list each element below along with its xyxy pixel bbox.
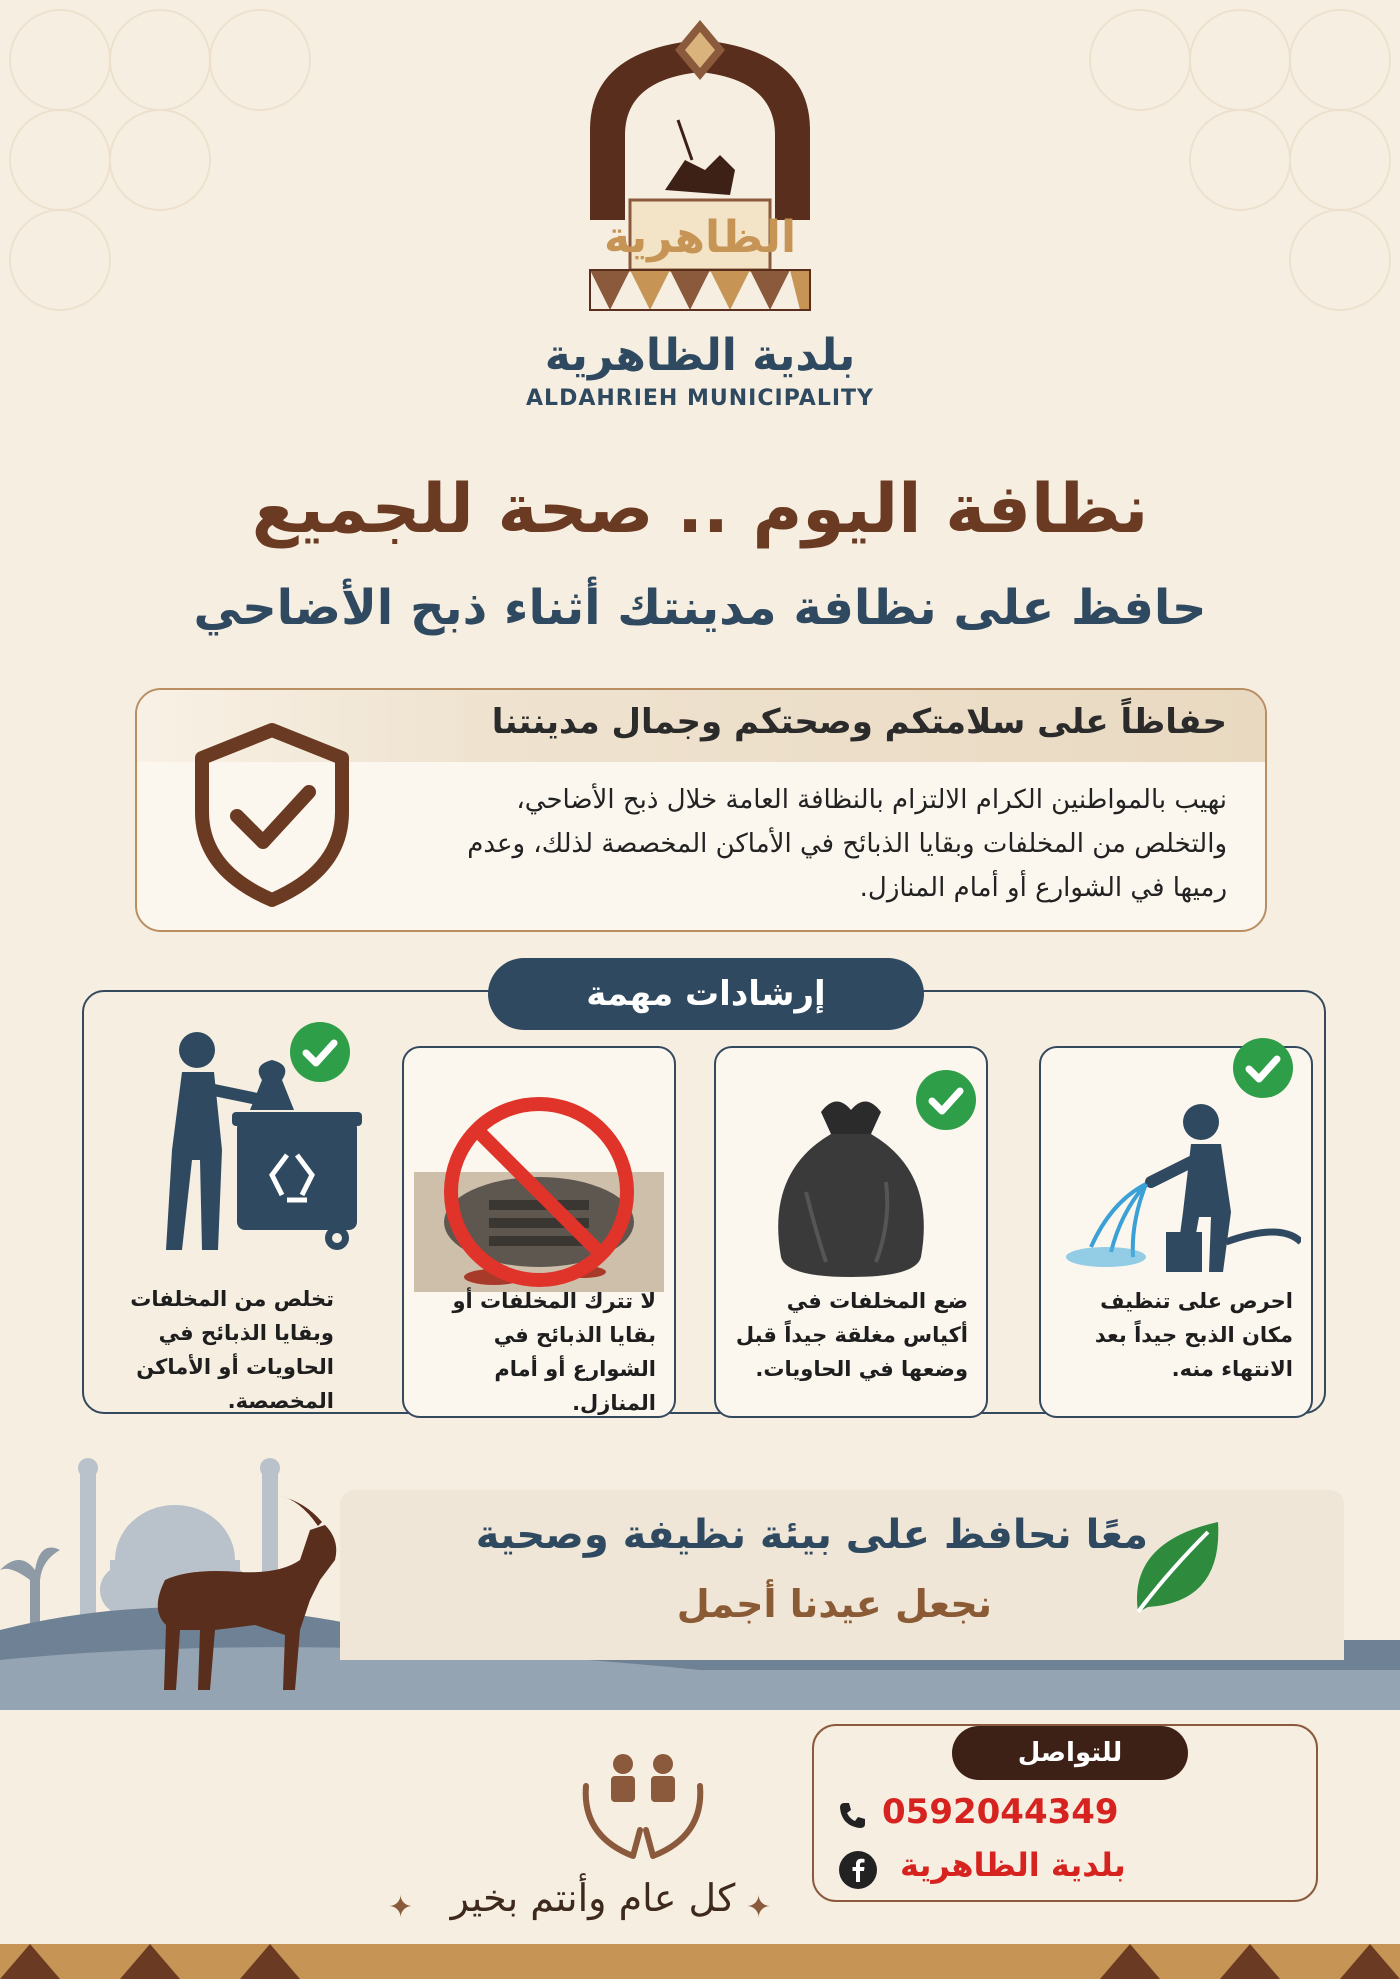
facebook-name[interactable]: بلدية الظاهرية bbox=[900, 1846, 1126, 1884]
guideline-card-sealed-bags bbox=[714, 1046, 988, 1418]
guideline-text: احرص على تنظيف مكان الذبح جيداً بعد الانتهاء منه. bbox=[1094, 1289, 1293, 1381]
guideline-card-no-street-waste bbox=[402, 1046, 676, 1418]
leaf-icon bbox=[1128, 1512, 1228, 1622]
phone-icon bbox=[838, 1800, 868, 1830]
guideline-card-dispose-bins bbox=[82, 990, 352, 1413]
sparkle-icon: ✦ bbox=[388, 1890, 414, 1925]
guideline-text: تخلص من المخلفات وبقايا الذبائح في الحاويات أو الأماكن المخصصة. bbox=[130, 1287, 334, 1413]
community-care-icon bbox=[578, 1746, 708, 1866]
guideline-text: لا تترك المخلفات أو بقايا الذبائح في الشوارع أو أمام المنازل. bbox=[452, 1289, 656, 1415]
decorative-border bbox=[0, 1944, 1400, 1979]
no-drain-icon bbox=[414, 1072, 664, 1302]
check-icon bbox=[1231, 1036, 1295, 1100]
background-pattern bbox=[0, 0, 320, 320]
banner-line1: معًا نحافظ على بيئة نظيفة وصحية bbox=[475, 1512, 1148, 1558]
logo-text: الظاهرية bbox=[603, 212, 797, 263]
headline: نظافة اليوم .. صحة للجميع bbox=[251, 470, 1149, 549]
background-pattern bbox=[1080, 0, 1400, 320]
phone-row[interactable] bbox=[838, 1792, 1258, 1842]
shield-check-icon bbox=[177, 720, 367, 910]
check-icon bbox=[288, 1020, 352, 1084]
intro-body: نهيب بالمواطنين الكرام الالتزام بالنظافة العامة خلال ذبح الأضاحي، والتخلص من المخلفات وبقايا الذبائح في الأماكن المخصصة لذلك، وعدم رميها في الشوارع أو أمام المنازل. bbox=[467, 785, 1227, 903]
facebook-row[interactable] bbox=[838, 1846, 1258, 1892]
subheadline: حافظ على نظافة مدينتك أثناء ذبح الأضاحي bbox=[193, 580, 1207, 636]
guideline-card-clean-site bbox=[1039, 1046, 1313, 1418]
facebook-icon bbox=[838, 1850, 878, 1890]
check-icon bbox=[914, 1068, 978, 1132]
sparkle-icon: ✦ bbox=[746, 1890, 772, 1925]
municipality-logo bbox=[570, 20, 830, 320]
eid-greeting: كل عام وأنتم بخير bbox=[450, 1876, 736, 1920]
organization-name-english: ALDAHRIEH MUNICIPALITY bbox=[526, 386, 874, 411]
phone-number[interactable]: 0592044349 bbox=[882, 1792, 1119, 1832]
guidelines-title: إرشادات مهمة bbox=[488, 958, 924, 1030]
slogan-banner bbox=[340, 1490, 1344, 1660]
intro-card bbox=[135, 688, 1267, 932]
contact-title: للتواصل bbox=[952, 1726, 1188, 1780]
person-hosing-icon bbox=[1051, 1072, 1301, 1302]
banner-line2: نجعل عيدنا أجمل bbox=[676, 1582, 992, 1626]
organization-name-arabic: بلدية الظاهرية bbox=[544, 330, 856, 381]
intro-title: حفاظاً على سلامتكم وصحتكم وجمال مدينتنا bbox=[491, 702, 1227, 742]
guideline-text: ضع المخلفات في أكياس مغلقة جيداً قبل وضعها في الحاويات. bbox=[735, 1289, 968, 1381]
